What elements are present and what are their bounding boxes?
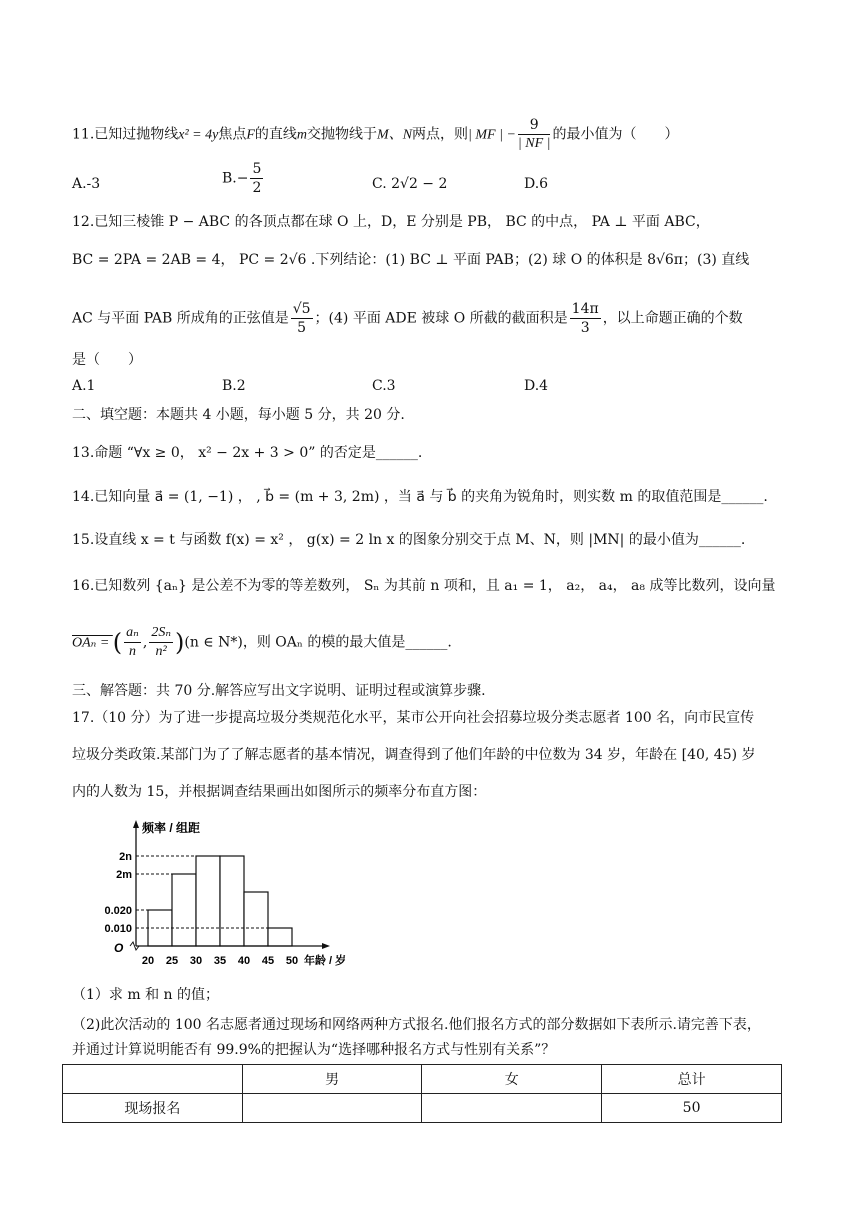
q16-vector-label: OAₙ = — [72, 635, 113, 651]
q11-option-b-num: 5 — [252, 161, 262, 177]
y-tick-label: 0.020 — [104, 905, 132, 917]
q16-comma: , — [142, 634, 148, 651]
x-tick-label: 25 — [165, 955, 179, 967]
table-header-cell: 男 — [242, 1065, 422, 1094]
q11-fraction — [518, 116, 551, 153]
q11-text-a: 11.已知过抛物线 — [72, 126, 179, 143]
q12-frac2-den: 3 — [580, 320, 590, 336]
y-tick-label: 0.010 — [104, 923, 132, 935]
q11-text-f: 的最小值为（ ） — [552, 126, 679, 143]
q17-line3: 内的人数为 15，并根据调查结果画出如图所示的频率分布直方图： — [72, 784, 487, 800]
q17-part2-line1: （2)此次活动的 100 名志愿者通过现场和网络两种方式报名.他们报名方式的部分数据如下表所示.请完善下表， — [72, 1017, 761, 1033]
y-tick-label: 2n — [119, 851, 132, 863]
q12-line3-c: ，以上命题正确的个数 — [602, 310, 743, 327]
q11-frac-num: 9 — [518, 116, 551, 135]
q11-stem — [72, 116, 678, 153]
q12-option-a: A.1 — [72, 378, 96, 394]
table-header-cell: 女 — [422, 1065, 602, 1094]
x-tick-label: 45 — [261, 955, 275, 967]
q11-option-b-label: B. — [222, 170, 237, 187]
histogram-bar — [196, 856, 220, 946]
q16-frac1-num: aₙ — [124, 624, 141, 643]
q11-option-b — [222, 160, 265, 197]
x-tick-label: 35 — [213, 955, 227, 967]
table-header-cell: 总计 — [602, 1065, 782, 1094]
x-tick-label: 50 — [285, 955, 299, 967]
x-axis-label: 年龄 / 岁 — [304, 955, 347, 967]
q14: 14.已知向量 a⃗ = (1, −1) ， , b⃗ = (m + 3, 2m) ，当 a⃗ 与 b⃗ 的夹角为锐角时，则实数 m 的取值范围是______. — [72, 489, 768, 505]
y-axis-arrow — [133, 820, 139, 828]
q16-frac1 — [124, 624, 141, 661]
table-cell: 现场报名 — [63, 1094, 243, 1123]
q11-text-d: 交抛物线于 — [307, 126, 378, 143]
q16-line1: 16.已知数列 {aₙ} 是公差不为零的等差数列， Sₙ 为其前 n 项和，且 a₁ = 1， a₂， a₄， a₈ 成等比数列，设向量 — [72, 578, 776, 594]
q13: 13.命题 “∀x ≥ 0， x² − 2x + 3 > 0” 的否定是______. — [72, 445, 423, 461]
q11-frac-den: | NF | — [517, 136, 551, 151]
q16-frac2 — [149, 624, 173, 661]
table-row — [63, 1094, 782, 1123]
q16-frac1-den: n — [129, 644, 137, 659]
q16-frac2-den: n² — [155, 644, 167, 659]
q12-line2: BC = 2PA = 2AB = 4， PC = 2√6 .下列结论：(1) BC ⊥ 平面 PAB；(2) 球 O 的体积是 8√6π；(3) 直线 — [72, 252, 750, 268]
x-axis-arrow — [322, 943, 330, 949]
q12-line4: 是（ ） — [72, 352, 142, 368]
q11-option-c: C. 2√2 − 2 — [372, 176, 448, 192]
q11-text-c: 的直线 — [254, 126, 297, 143]
section3-heading: 三、解答题：共 70 分.解答应写出文字说明、证明过程或演算步骤. — [72, 683, 486, 699]
q12-option-d: D.4 — [524, 378, 549, 394]
contingency-table — [62, 1064, 782, 1123]
q12-frac1-num: √5 — [292, 301, 311, 317]
q11-option-a: A.-3 — [72, 176, 101, 192]
origin-label: O — [114, 941, 124, 955]
q11-MN: M、N — [377, 127, 413, 143]
q17-line1: 17.（10 分）为了进一步提高垃圾分类规范化水平，某市公开向社会招募垃圾分类志愿者 100 名，向市民宣传 — [72, 710, 755, 726]
q11-option-b-den: 2 — [252, 180, 262, 196]
q12-option-b: B.2 — [222, 378, 246, 394]
q12-line3-b: ；(4) 平面 ADE 被球 O 所截的截面积是 — [314, 310, 568, 327]
q16-frac2-num: 2Sₙ — [149, 624, 173, 643]
q16-right-paren: ) — [175, 628, 185, 657]
table-header-row — [63, 1065, 782, 1094]
q12-line3 — [72, 300, 743, 337]
frequency-histogram — [100, 818, 420, 978]
histogram-bar — [172, 874, 196, 946]
x-tick-label: 40 — [237, 955, 251, 967]
q11-option-b-frac — [250, 160, 263, 197]
table-header-cell — [63, 1065, 243, 1094]
table-cell — [242, 1094, 422, 1123]
q11-text-e: 两点，则 — [412, 126, 469, 143]
q12-line1: 12.已知三棱锥 P − ABC 的各顶点都在球 O 上，D，E 分别是 PB， BC 的中点， PA ⊥ 平面 ABC， — [72, 214, 710, 230]
q12-option-c: C.3 — [372, 378, 396, 394]
q12-frac2-num: 14π — [571, 301, 599, 317]
q11-F: F — [246, 127, 255, 143]
table-cell — [422, 1094, 602, 1123]
histogram-bar — [244, 892, 268, 946]
y-axis-label: 频率 / 组距 — [142, 821, 201, 835]
q11-option-b-minus: − — [236, 170, 249, 187]
x-tick-label: 30 — [189, 955, 203, 967]
section2-heading: 二、填空题：本题共 4 小题，每小题 5 分，共 20 分. — [72, 407, 405, 423]
q16-left-paren: ( — [112, 628, 123, 657]
histogram-bar — [220, 856, 244, 946]
q16-tail: (n ∈ N*)，则 OAₙ 的模的最大值是______. — [184, 634, 452, 651]
table-cell: 50 — [602, 1094, 782, 1123]
q11-parabola: x² = 4y — [178, 127, 219, 143]
q11-abs-mf: | MF | − — [468, 127, 516, 143]
q16-line2 — [72, 624, 452, 661]
q17-part2-line2: 并通过计算说明能否有 99.9%的把握认为“选择哪种报名方式与性别有关系”？ — [72, 1042, 556, 1058]
x-tick-label: 20 — [141, 955, 155, 967]
q12-line3-a: AC 与平面 PAB 所成角的正弦值是 — [72, 310, 289, 327]
q12-frac1-den: 5 — [297, 320, 307, 336]
q12-frac1 — [291, 300, 313, 337]
q11-option-d: D.6 — [524, 176, 549, 192]
q17-line2: 垃圾分类政策.某部门为了了解志愿者的基本情况，调查得到了他们年龄的中位数为 34 岁，年龄在 [40, 45) 岁 — [72, 747, 756, 763]
q12-frac2 — [570, 300, 601, 337]
q11-text-b: 焦点 — [218, 126, 247, 143]
q15: 15.设直线 x = t 与函数 f(x) = x² ， g(x) = 2 ln x 的图象分别交于点 M、N，则 |MN| 的最小值为______. — [72, 532, 746, 548]
y-tick-label: 2m — [116, 869, 132, 881]
q11-m: m — [296, 127, 308, 143]
q17-part1: （1）求 m 和 n 的值； — [72, 987, 219, 1003]
histogram-bar — [268, 928, 292, 946]
